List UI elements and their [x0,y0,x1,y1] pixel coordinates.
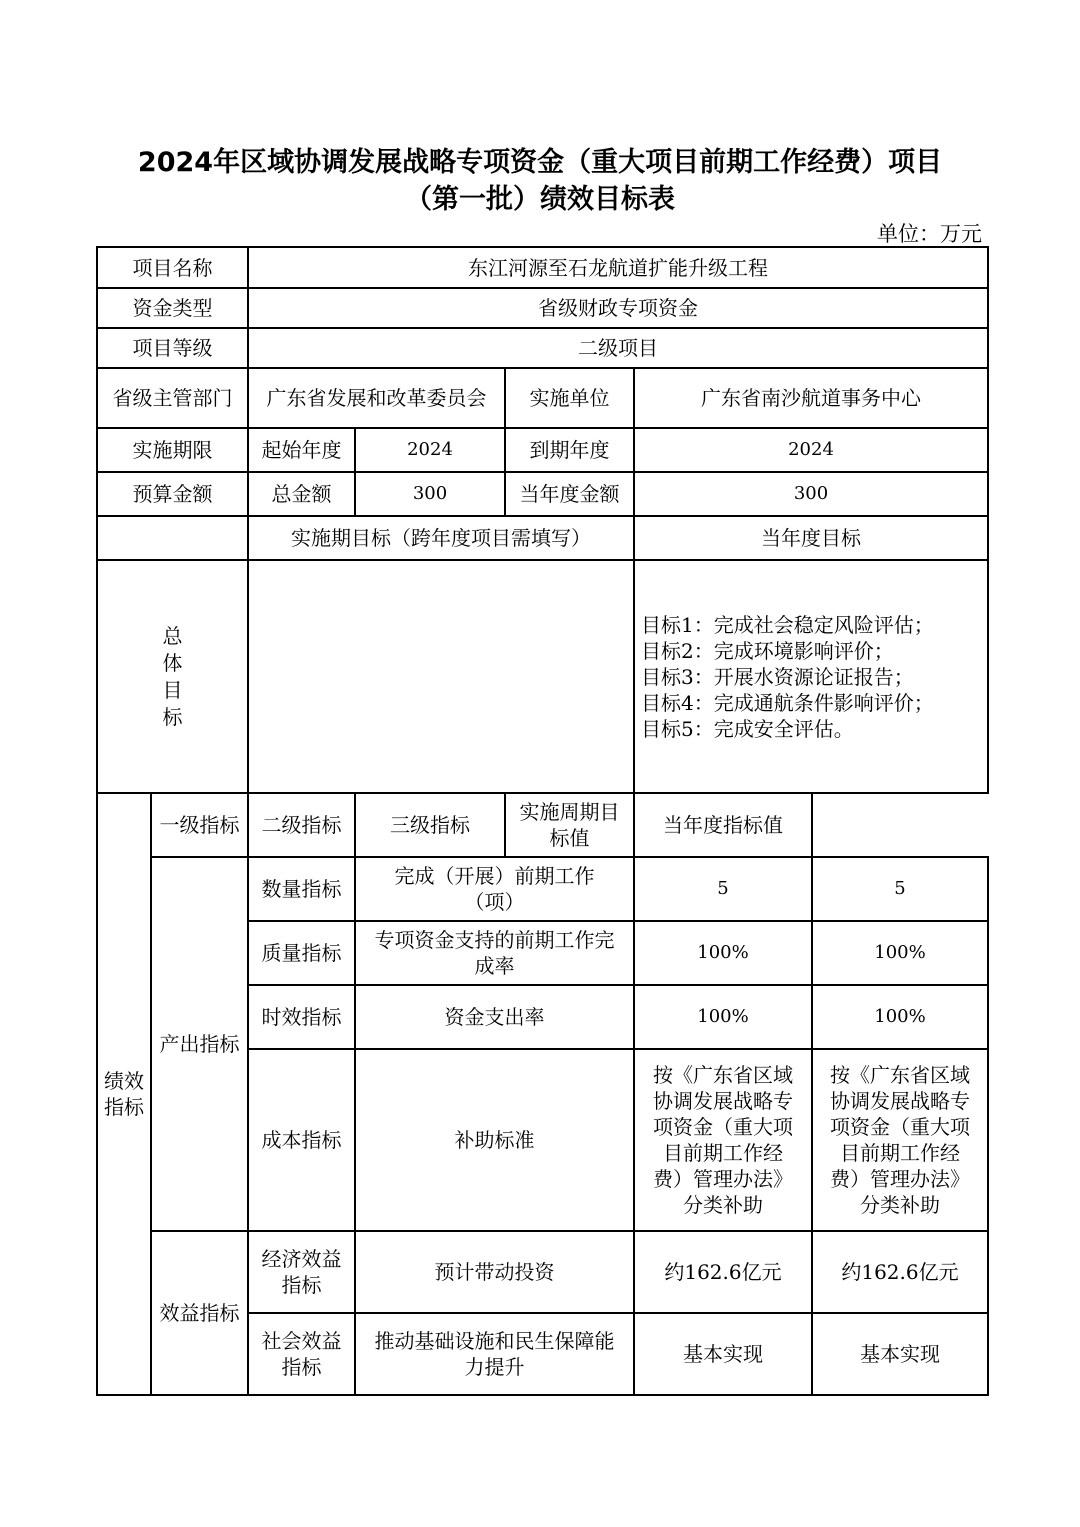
overall-goal-label [97,560,248,793]
performance-indicator-label [97,793,151,1395]
project-level-value: 二级项目 [248,328,988,368]
period-target-cell: 100% [634,985,812,1049]
annual-target-cell: 基本实现 [812,1313,988,1395]
annual-target-header: 当年度指标值 [634,793,812,857]
level3-cell: 预计带动投资 [355,1231,634,1313]
level3-cell: 补助标准 [355,1049,634,1231]
annual-goal-line: 目标2：完成环境影响评价； [641,638,894,663]
row-indicator-header [97,793,988,857]
level3-cell [355,857,634,921]
level3-line: 推动基础设施和民生保障能 [374,1329,615,1353]
annual-goal-header: 当年度目标 [634,516,988,560]
annual-target-cell [812,1049,988,1231]
row-fund-type [97,288,988,328]
level2-header: 二级指标 [248,793,355,857]
level2-cell: 数量指标 [248,857,355,921]
annual-amount-value: 300 [634,472,988,516]
overall-goal-char: 体 [162,650,183,675]
level3-cell [355,1313,634,1395]
period-goal-header: 实施期目标（跨年度项目需填写） [248,516,634,560]
target-line: 分类补助 [860,1193,940,1217]
target-line: 目前期工作经 [840,1141,960,1165]
overall-goal-char: 标 [162,704,183,729]
section-label-line: 绩效 [104,1069,144,1093]
unit-label: 单位：万元 [877,222,982,246]
level3-line: 专项资金支持的前期工作完 [374,928,615,952]
level2-line: 指标 [281,1355,322,1379]
level3-cell: 资金支出率 [355,985,634,1049]
annual-target-cell: 100% [812,921,988,985]
impl-unit-label: 实施单位 [505,368,634,428]
total-amount-label: 总金额 [248,472,355,516]
target-line: 协调发展战略专 [653,1089,793,1113]
target-line: 分类补助 [683,1193,763,1217]
department-label: 省级主管部门 [97,368,248,428]
target-line: 项资金（重大项 [653,1115,793,1139]
target-line: 费）管理办法》 [830,1167,970,1191]
row-overall-goals [97,560,988,793]
level3-line: （项） [464,890,525,914]
page-title-line2: （第一批）绩效目标表 [405,184,675,215]
end-year-value: 2024 [634,428,988,472]
overall-goal-char: 目 [162,677,183,702]
page-title-line1: 2024年区域协调发展战略专项资金（重大项目前期工作经费）项目 [137,147,943,178]
level2-cell [248,1231,355,1313]
department-value: 广东省发展和改革委员会 [248,368,505,428]
annual-goal-line: 目标3：开展水资源论证报告； [641,664,914,689]
annual-goal-line: 目标5：完成安全评估。 [641,716,854,741]
period-label: 实施期限 [97,428,248,472]
target-line: 协调发展战略专 [830,1089,970,1113]
annual-goal-text [634,560,988,793]
level2-cell: 质量指标 [248,921,355,985]
start-year-label: 起始年度 [248,428,355,472]
budget-label: 预算金额 [97,472,248,516]
period-target-cell: 5 [634,857,812,921]
level3-header: 三级指标 [355,793,505,857]
period-goal-text [248,560,634,793]
table-row [97,857,988,921]
level3-line: 力提升 [464,1355,525,1379]
section-label-line: 指标 [104,1095,144,1119]
performance-target-table [96,246,989,1396]
target-line: 目前期工作经 [663,1141,783,1165]
target-line: 按《广东省区域 [653,1063,793,1087]
annual-target-cell: 100% [812,985,988,1049]
level2-cell: 成本指标 [248,1049,355,1231]
end-year-label: 到期年度 [505,428,634,472]
fund-type-label: 资金类型 [97,288,248,328]
project-level-label: 项目等级 [97,328,248,368]
level2-cell [248,1313,355,1395]
row-project-level [97,328,988,368]
annual-goal-line: 目标1：完成社会稳定风险评估； [641,612,934,637]
project-name-label: 项目名称 [97,247,248,288]
period-target-cell [634,1049,812,1231]
annual-amount-label: 当年度金额 [505,472,634,516]
impl-unit-value: 广东省南沙航道事务中心 [634,368,988,428]
annual-target-cell: 约162.6亿元 [812,1231,988,1313]
level3-line: 成率 [474,954,515,978]
row-goal-headers [97,516,988,560]
table-row [97,1231,988,1313]
goal-header-blank [97,516,248,560]
period-target-cell: 约162.6亿元 [634,1231,812,1313]
row-department [97,368,988,428]
row-period [97,428,988,472]
annual-target-cell: 5 [812,857,988,921]
fund-type-value: 省级财政专项资金 [248,288,988,328]
output-indicator-label: 产出指标 [151,857,248,1231]
total-amount-value: 300 [355,472,505,516]
target-line: 按《广东省区域 [830,1063,970,1087]
target-line: 费）管理办法》 [653,1167,793,1191]
level2-cell: 时效指标 [248,985,355,1049]
target-line: 项资金（重大项 [830,1115,970,1139]
overall-goal-char: 总 [162,623,183,648]
period-target-cell: 100% [634,921,812,985]
annual-goal-line: 目标4：完成通航条件影响评价； [641,690,934,715]
period-target-header: 实施周期目标值 [505,793,634,857]
level2-line: 社会效益 [261,1329,342,1353]
level3-line: 完成（开展）前期工作 [394,864,595,888]
level2-line: 指标 [281,1273,322,1297]
level3-cell [355,921,634,985]
project-name-value: 东江河源至石龙航道扩能升级工程 [248,247,988,288]
row-project-name [97,247,988,288]
benefit-indicator-label: 效益指标 [151,1231,248,1395]
level1-header: 一级指标 [151,793,248,857]
level2-line: 经济效益 [261,1247,342,1271]
period-target-cell: 基本实现 [634,1313,812,1395]
start-year-value: 2024 [355,428,505,472]
row-budget [97,472,988,516]
